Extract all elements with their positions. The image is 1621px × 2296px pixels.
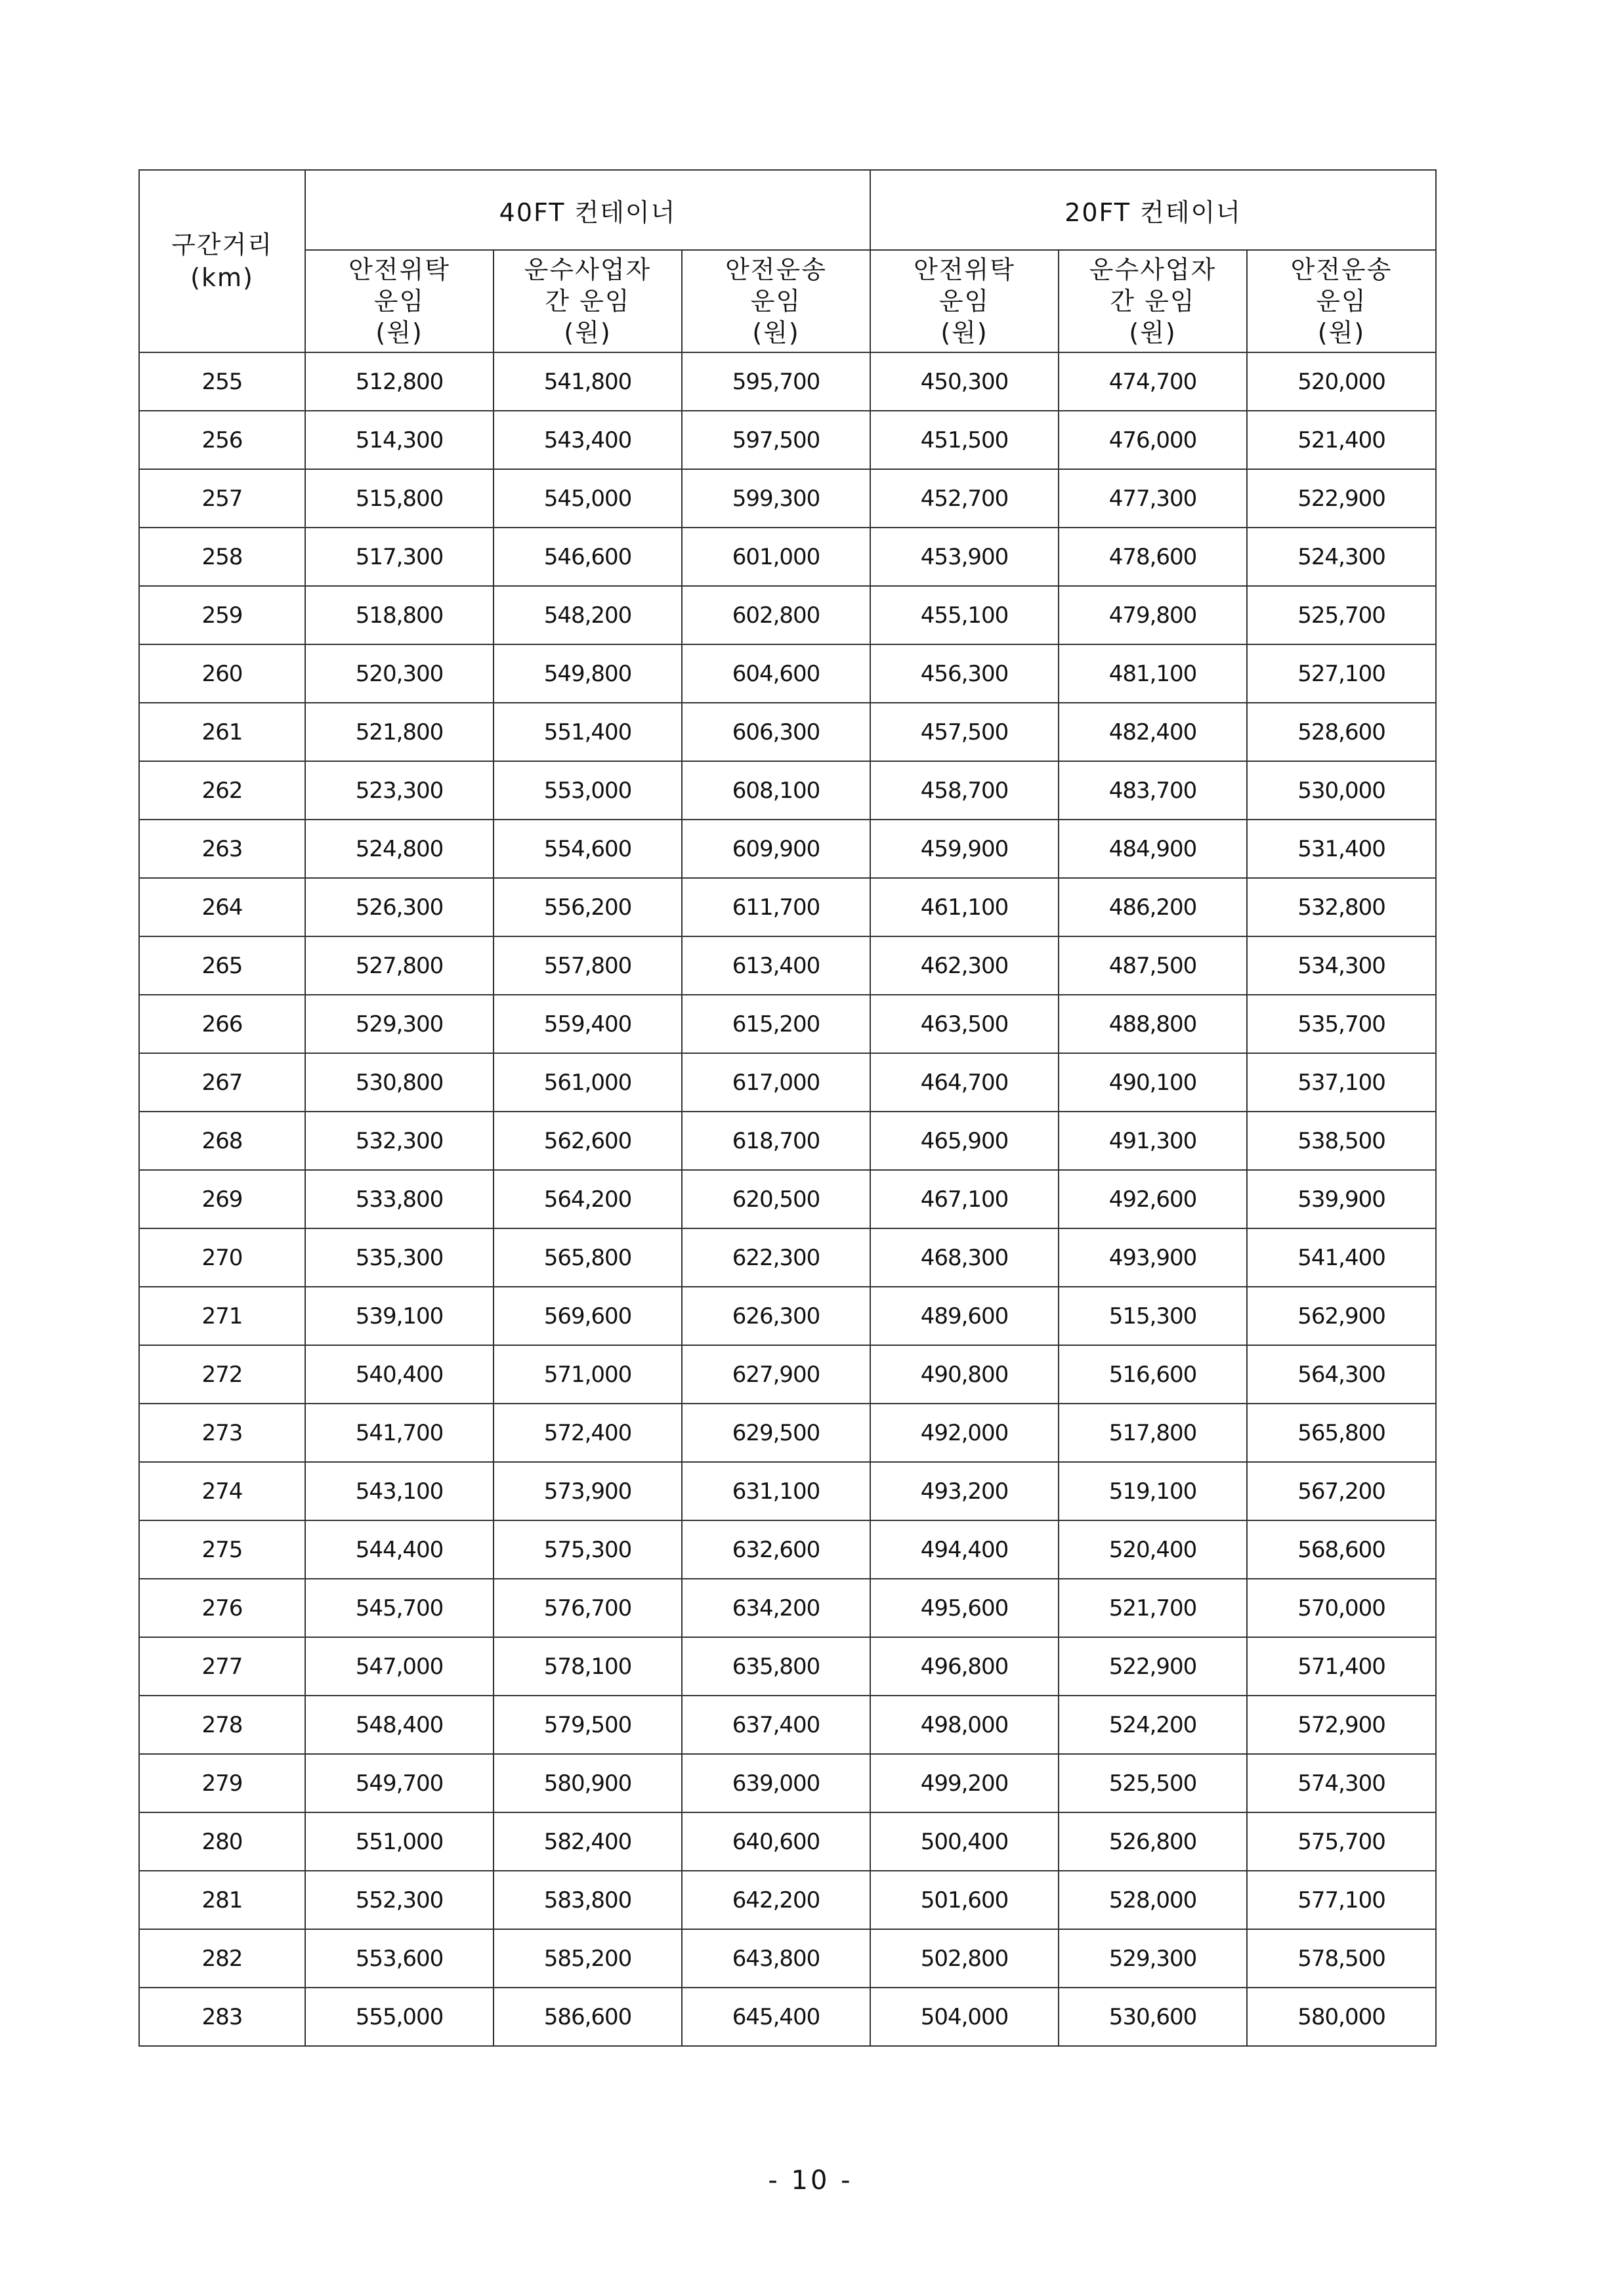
rate-cell: 514,300 [305, 411, 494, 469]
rate-cell: 498,000 [870, 1696, 1059, 1754]
rate-cell: 489,600 [870, 1287, 1059, 1345]
rate-cell: 562,600 [494, 1112, 682, 1170]
rate-table-container [138, 169, 1435, 2047]
distance-cell: 269 [139, 1170, 305, 1228]
distance-cell: 280 [139, 1812, 305, 1871]
rate-cell: 639,000 [682, 1754, 870, 1812]
distance-cell: 268 [139, 1112, 305, 1170]
rate-cell: 541,700 [305, 1404, 494, 1462]
rate-cell: 565,800 [1247, 1404, 1436, 1462]
rate-cell: 627,900 [682, 1345, 870, 1404]
rate-cell: 468,300 [870, 1228, 1059, 1287]
rate-cell: 459,900 [870, 820, 1059, 878]
rate-cell: 575,300 [494, 1520, 682, 1579]
rate-cell: 545,700 [305, 1579, 494, 1637]
table-row [139, 1754, 1436, 1812]
rate-cell: 538,500 [1247, 1112, 1436, 1170]
rate-cell: 463,500 [870, 995, 1059, 1053]
table-row [139, 1228, 1436, 1287]
column-header-line: (원) [564, 318, 612, 347]
rate-cell: 582,400 [494, 1812, 682, 1871]
column-header-40ft-safe-transport-rate [682, 250, 870, 352]
rate-cell: 481,100 [1059, 644, 1247, 703]
column-header-line: 운임 [373, 287, 425, 316]
table-row [139, 1404, 1436, 1462]
table-row [139, 1053, 1436, 1112]
rate-cell: 455,100 [870, 586, 1059, 644]
rate-cell: 522,900 [1059, 1637, 1247, 1696]
rate-cell: 613,400 [682, 936, 870, 995]
rate-cell: 608,100 [682, 761, 870, 820]
rate-cell: 576,700 [494, 1579, 682, 1637]
distance-header-label: 구간거리 [171, 230, 273, 259]
rate-cell: 532,800 [1247, 878, 1436, 936]
rate-cell: 564,200 [494, 1170, 682, 1228]
table-row [139, 1696, 1436, 1754]
table-row [139, 528, 1436, 586]
column-header-40ft-safe-consign-rate [305, 250, 494, 352]
rate-cell: 595,700 [682, 352, 870, 411]
rate-cell: 555,000 [305, 1988, 494, 2046]
table-row [139, 1170, 1436, 1228]
distance-cell: 256 [139, 411, 305, 469]
rate-cell: 645,400 [682, 1988, 870, 2046]
rate-cell: 484,900 [1059, 820, 1247, 878]
rate-cell: 524,800 [305, 820, 494, 878]
rate-cell: 529,300 [305, 995, 494, 1053]
table-row [139, 1637, 1436, 1696]
rate-cell: 567,200 [1247, 1462, 1436, 1520]
rate-cell: 501,600 [870, 1871, 1059, 1929]
rate-cell: 461,100 [870, 878, 1059, 936]
rate-cell: 495,600 [870, 1579, 1059, 1637]
rate-cell: 541,400 [1247, 1228, 1436, 1287]
rate-cell: 622,300 [682, 1228, 870, 1287]
rate-cell: 571,400 [1247, 1637, 1436, 1696]
rate-cell: 599,300 [682, 469, 870, 528]
distance-cell: 267 [139, 1053, 305, 1112]
rate-cell: 570,000 [1247, 1579, 1436, 1637]
rate-cell: 564,300 [1247, 1345, 1436, 1404]
rate-cell: 500,400 [870, 1812, 1059, 1871]
rate-cell: 462,300 [870, 936, 1059, 995]
distance-header [139, 170, 305, 352]
rate-cell: 549,700 [305, 1754, 494, 1812]
rate-cell: 578,500 [1247, 1929, 1436, 1988]
rate-cell: 478,600 [1059, 528, 1247, 586]
rate-cell: 545,000 [494, 469, 682, 528]
rate-cell: 548,200 [494, 586, 682, 644]
rate-cell: 635,800 [682, 1637, 870, 1696]
rate-cell: 539,900 [1247, 1170, 1436, 1228]
rate-cell: 521,400 [1247, 411, 1436, 469]
rate-cell: 526,300 [305, 878, 494, 936]
rate-cell: 548,400 [305, 1696, 494, 1754]
rate-cell: 601,000 [682, 528, 870, 586]
rate-cell: 626,300 [682, 1287, 870, 1345]
column-header-40ft-carrier-rate [494, 250, 682, 352]
table-row [139, 469, 1436, 528]
rate-cell: 552,300 [305, 1871, 494, 1929]
distance-cell: 255 [139, 352, 305, 411]
rate-cell: 528,600 [1247, 703, 1436, 761]
rate-cell: 539,100 [305, 1287, 494, 1345]
distance-cell: 259 [139, 586, 305, 644]
rate-cell: 452,700 [870, 469, 1059, 528]
group-header-20ft: 20FT 컨테이너 [870, 170, 1436, 250]
table-row [139, 1112, 1436, 1170]
rate-cell: 544,400 [305, 1520, 494, 1579]
distance-cell: 257 [139, 469, 305, 528]
rate-cell: 597,500 [682, 411, 870, 469]
distance-cell: 274 [139, 1462, 305, 1520]
rate-cell: 464,700 [870, 1053, 1059, 1112]
rate-cell: 522,900 [1247, 469, 1436, 528]
distance-header-unit: (km) [190, 263, 254, 292]
rate-cell: 456,300 [870, 644, 1059, 703]
freight-rate-table [138, 169, 1437, 2047]
rate-cell: 556,200 [494, 878, 682, 936]
distance-cell: 263 [139, 820, 305, 878]
column-header-20ft-safe-transport-rate [1247, 250, 1436, 352]
rate-cell: 617,000 [682, 1053, 870, 1112]
rate-cell: 611,700 [682, 878, 870, 936]
rate-cell: 519,100 [1059, 1462, 1247, 1520]
rate-cell: 494,400 [870, 1520, 1059, 1579]
distance-cell: 276 [139, 1579, 305, 1637]
rate-cell: 516,600 [1059, 1345, 1247, 1404]
rate-cell: 520,000 [1247, 352, 1436, 411]
distance-cell: 261 [139, 703, 305, 761]
rate-cell: 574,300 [1247, 1754, 1436, 1812]
rate-cell: 604,600 [682, 644, 870, 703]
rate-cell: 457,500 [870, 703, 1059, 761]
table-row [139, 411, 1436, 469]
table-row [139, 1812, 1436, 1871]
rate-cell: 526,800 [1059, 1812, 1247, 1871]
rate-cell: 523,300 [305, 761, 494, 820]
column-header-20ft-carrier-rate [1059, 250, 1247, 352]
rate-cell: 453,900 [870, 528, 1059, 586]
rate-cell: 546,600 [494, 528, 682, 586]
column-header-line: 운수사업자 [524, 255, 652, 284]
table-row [139, 1287, 1436, 1345]
table-row [139, 820, 1436, 878]
rate-cell: 534,300 [1247, 936, 1436, 995]
table-row [139, 352, 1436, 411]
rate-cell: 517,800 [1059, 1404, 1247, 1462]
column-header-line: 간 운임 [545, 287, 631, 316]
column-header-line: (원) [1317, 318, 1366, 347]
rate-cell: 527,800 [305, 936, 494, 995]
rate-cell: 521,700 [1059, 1579, 1247, 1637]
table-row [139, 1929, 1436, 1988]
distance-cell: 258 [139, 528, 305, 586]
rate-cell: 532,300 [305, 1112, 494, 1170]
table-row [139, 1345, 1436, 1404]
rate-cell: 634,200 [682, 1579, 870, 1637]
rate-cell: 533,800 [305, 1170, 494, 1228]
rate-cell: 554,600 [494, 820, 682, 878]
rate-cell: 568,600 [1247, 1520, 1436, 1579]
rate-cell: 631,100 [682, 1462, 870, 1520]
page-number: - 10 - [768, 2165, 853, 2196]
rate-cell: 467,100 [870, 1170, 1059, 1228]
rate-cell: 477,300 [1059, 469, 1247, 528]
rate-cell: 486,200 [1059, 878, 1247, 936]
rate-cell: 642,200 [682, 1871, 870, 1929]
rate-cell: 543,100 [305, 1462, 494, 1520]
distance-cell: 273 [139, 1404, 305, 1462]
rate-cell: 562,900 [1247, 1287, 1436, 1345]
table-row [139, 995, 1436, 1053]
rate-cell: 583,800 [494, 1871, 682, 1929]
distance-cell: 272 [139, 1345, 305, 1404]
rate-cell: 493,900 [1059, 1228, 1247, 1287]
rate-cell: 629,500 [682, 1404, 870, 1462]
rate-cell: 493,200 [870, 1462, 1059, 1520]
distance-cell: 265 [139, 936, 305, 995]
table-row [139, 1579, 1436, 1637]
rate-cell: 491,300 [1059, 1112, 1247, 1170]
rate-cell: 580,900 [494, 1754, 682, 1812]
rate-cell: 575,700 [1247, 1812, 1436, 1871]
table-row [139, 936, 1436, 995]
rate-cell: 540,400 [305, 1345, 494, 1404]
rate-cell: 553,000 [494, 761, 682, 820]
rate-cell: 541,800 [494, 352, 682, 411]
rate-cell: 490,100 [1059, 1053, 1247, 1112]
rate-cell: 559,400 [494, 995, 682, 1053]
rate-cell: 465,900 [870, 1112, 1059, 1170]
rate-cell: 530,800 [305, 1053, 494, 1112]
rate-cell: 504,000 [870, 1988, 1059, 2046]
rate-cell: 476,000 [1059, 411, 1247, 469]
rate-cell: 515,300 [1059, 1287, 1247, 1345]
rate-cell: 524,200 [1059, 1696, 1247, 1754]
column-header-20ft-safe-consign-rate [870, 250, 1059, 352]
rate-cell: 578,100 [494, 1637, 682, 1696]
column-header-line: (원) [940, 318, 988, 347]
distance-cell: 277 [139, 1637, 305, 1696]
rate-cell: 520,300 [305, 644, 494, 703]
rate-cell: 528,000 [1059, 1871, 1247, 1929]
rate-cell: 577,100 [1247, 1871, 1436, 1929]
rate-cell: 585,200 [494, 1929, 682, 1988]
rate-cell: 490,800 [870, 1345, 1059, 1404]
rate-cell: 640,600 [682, 1812, 870, 1871]
rate-cell: 521,800 [305, 703, 494, 761]
rate-cell: 572,400 [494, 1404, 682, 1462]
rate-cell: 512,800 [305, 352, 494, 411]
column-header-line: (원) [752, 318, 800, 347]
rate-cell: 535,700 [1247, 995, 1436, 1053]
distance-cell: 275 [139, 1520, 305, 1579]
rate-cell: 571,000 [494, 1345, 682, 1404]
rate-cell: 580,000 [1247, 1988, 1436, 2046]
distance-cell: 283 [139, 1988, 305, 2046]
distance-cell: 271 [139, 1287, 305, 1345]
rate-cell: 565,800 [494, 1228, 682, 1287]
rate-cell: 609,900 [682, 820, 870, 878]
table-row [139, 586, 1436, 644]
rate-cell: 606,300 [682, 703, 870, 761]
rate-cell: 487,500 [1059, 936, 1247, 995]
table-row [139, 703, 1436, 761]
rate-cell: 502,800 [870, 1929, 1059, 1988]
rate-cell: 518,800 [305, 586, 494, 644]
column-header-line: 안전위탁 [914, 255, 1015, 284]
rate-cell: 547,000 [305, 1637, 494, 1696]
rate-cell: 561,000 [494, 1053, 682, 1112]
group-header-40ft: 40FT 컨테이너 [305, 170, 870, 250]
rate-cell: 572,900 [1247, 1696, 1436, 1754]
rate-cell: 549,800 [494, 644, 682, 703]
rate-cell: 551,000 [305, 1812, 494, 1871]
rate-cell: 553,600 [305, 1929, 494, 1988]
distance-cell: 282 [139, 1929, 305, 1988]
rate-cell: 543,400 [494, 411, 682, 469]
column-header-line: 안전위탁 [348, 255, 450, 284]
rate-cell: 535,300 [305, 1228, 494, 1287]
table-row [139, 644, 1436, 703]
distance-cell: 279 [139, 1754, 305, 1812]
rate-cell: 482,400 [1059, 703, 1247, 761]
rate-cell: 537,100 [1247, 1053, 1436, 1112]
rate-cell: 492,000 [870, 1404, 1059, 1462]
rate-cell: 573,900 [494, 1462, 682, 1520]
rate-cell: 483,700 [1059, 761, 1247, 820]
rate-cell: 496,800 [870, 1637, 1059, 1696]
rate-cell: 602,800 [682, 586, 870, 644]
rate-cell: 458,700 [870, 761, 1059, 820]
table-row [139, 1462, 1436, 1520]
rate-cell: 569,600 [494, 1287, 682, 1345]
column-header-line: 운수사업자 [1089, 255, 1217, 284]
table-row [139, 1988, 1436, 2046]
rate-cell: 520,400 [1059, 1520, 1247, 1579]
rate-cell: 530,600 [1059, 1988, 1247, 2046]
distance-cell: 262 [139, 761, 305, 820]
rate-cell: 524,300 [1247, 528, 1436, 586]
rate-cell: 632,600 [682, 1520, 870, 1579]
column-header-line: (원) [375, 318, 423, 347]
rate-cell: 551,400 [494, 703, 682, 761]
rate-cell: 492,600 [1059, 1170, 1247, 1228]
column-header-line: 운임 [750, 287, 802, 316]
rate-cell: 643,800 [682, 1929, 870, 1988]
rate-cell: 529,300 [1059, 1929, 1247, 1988]
rate-cell: 637,400 [682, 1696, 870, 1754]
rate-cell: 531,400 [1247, 820, 1436, 878]
rate-cell: 479,800 [1059, 586, 1247, 644]
rate-cell: 517,300 [305, 528, 494, 586]
rate-cell: 525,500 [1059, 1754, 1247, 1812]
column-header-line: 안전운송 [1290, 255, 1393, 284]
table-row [139, 878, 1436, 936]
distance-cell: 260 [139, 644, 305, 703]
rate-cell: 557,800 [494, 936, 682, 995]
rate-cell: 579,500 [494, 1696, 682, 1754]
column-header-line: (원) [1129, 318, 1177, 347]
distance-cell: 264 [139, 878, 305, 936]
column-header-line: 간 운임 [1110, 287, 1196, 316]
table-row [139, 761, 1436, 820]
table-row [139, 1520, 1436, 1579]
rate-cell: 615,200 [682, 995, 870, 1053]
column-header-line: 안전운송 [725, 255, 827, 284]
distance-cell: 281 [139, 1871, 305, 1929]
distance-cell: 278 [139, 1696, 305, 1754]
rate-cell: 530,000 [1247, 761, 1436, 820]
distance-cell: 266 [139, 995, 305, 1053]
rate-cell: 527,100 [1247, 644, 1436, 703]
rate-cell: 499,200 [870, 1754, 1059, 1812]
table-row [139, 1871, 1436, 1929]
rate-cell: 515,800 [305, 469, 494, 528]
rate-cell: 618,700 [682, 1112, 870, 1170]
rate-cell: 525,700 [1247, 586, 1436, 644]
rate-cell: 586,600 [494, 1988, 682, 2046]
rate-cell: 488,800 [1059, 995, 1247, 1053]
rate-cell: 450,300 [870, 352, 1059, 411]
rate-cell: 620,500 [682, 1170, 870, 1228]
distance-cell: 270 [139, 1228, 305, 1287]
rate-cell: 474,700 [1059, 352, 1247, 411]
column-header-line: 운임 [938, 287, 990, 316]
column-header-line: 운임 [1316, 287, 1367, 316]
rate-cell: 451,500 [870, 411, 1059, 469]
